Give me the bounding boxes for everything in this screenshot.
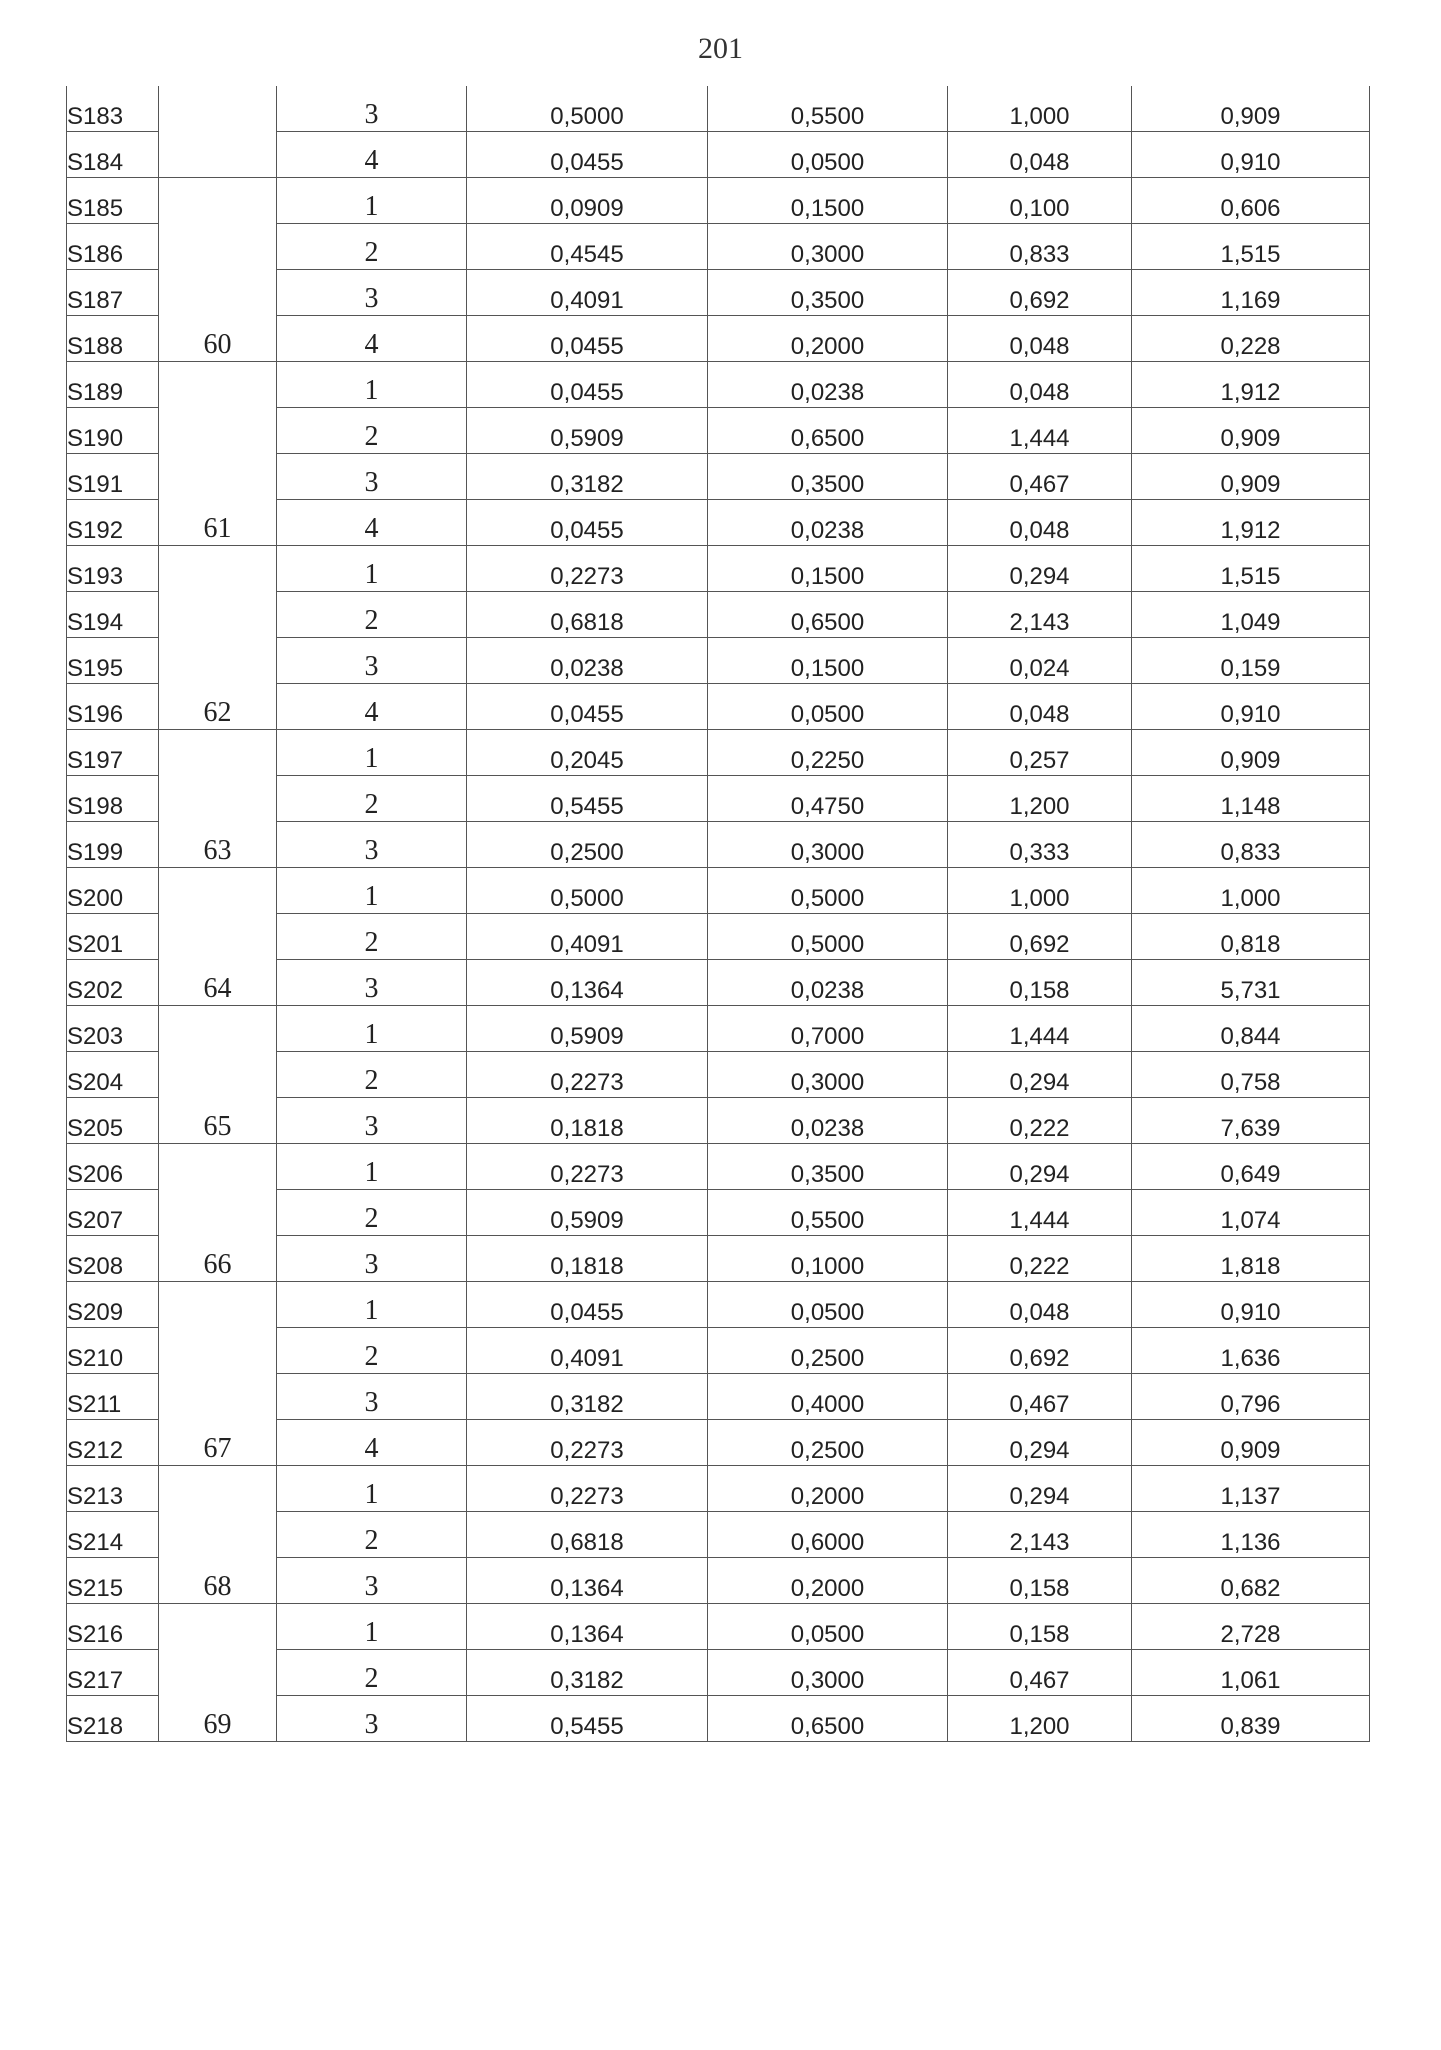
value-cell-3: 0,294 <box>948 1144 1132 1190</box>
sample-id-cell: S189 <box>67 362 159 408</box>
table-body <box>67 86 1370 1742</box>
subgroup-number-cell: 1 <box>277 1006 467 1052</box>
value-cell-1: 0,2500 <box>467 822 708 868</box>
value-cell-3: 0,257 <box>948 730 1132 776</box>
value-cell-1: 0,1818 <box>467 1098 708 1144</box>
value-cell-3: 0,294 <box>948 546 1132 592</box>
table-row <box>67 1144 1370 1190</box>
subgroup-number-cell: 1 <box>277 730 467 776</box>
subgroup-number-cell: 1 <box>277 362 467 408</box>
value-cell-2: 0,6000 <box>708 1512 948 1558</box>
group-number-cell: 67 <box>159 1282 277 1466</box>
sample-id-cell: S217 <box>67 1650 159 1696</box>
value-cell-3: 1,200 <box>948 776 1132 822</box>
table-row <box>67 86 1370 132</box>
value-cell-2: 0,1000 <box>708 1236 948 1282</box>
value-cell-4: 2,728 <box>1132 1604 1370 1650</box>
value-cell-2: 0,2500 <box>708 1420 948 1466</box>
value-cell-2: 0,0500 <box>708 1604 948 1650</box>
value-cell-1: 0,4091 <box>467 270 708 316</box>
table-row <box>67 362 1370 408</box>
value-cell-2: 0,0238 <box>708 960 948 1006</box>
value-cell-4: 1,515 <box>1132 224 1370 270</box>
value-cell-4: 0,649 <box>1132 1144 1370 1190</box>
sample-id-cell: S192 <box>67 500 159 546</box>
value-cell-3: 0,333 <box>948 822 1132 868</box>
value-cell-4: 0,839 <box>1132 1696 1370 1742</box>
value-cell-4: 0,910 <box>1132 684 1370 730</box>
sample-id-cell: S183 <box>67 86 159 132</box>
value-cell-1: 0,2273 <box>467 1466 708 1512</box>
page-number: 201 <box>698 32 743 65</box>
sample-id-cell: S209 <box>67 1282 159 1328</box>
value-cell-4: 1,912 <box>1132 500 1370 546</box>
value-cell-1: 0,5455 <box>467 776 708 822</box>
value-cell-3: 0,467 <box>948 1374 1132 1420</box>
value-cell-3: 2,143 <box>948 592 1132 638</box>
value-cell-1: 0,5000 <box>467 86 708 132</box>
value-cell-3: 0,100 <box>948 178 1132 224</box>
group-number-cell: 61 <box>159 362 277 546</box>
value-cell-4: 1,000 <box>1132 868 1370 914</box>
subgroup-number-cell: 1 <box>277 546 467 592</box>
value-cell-2: 0,0500 <box>708 132 948 178</box>
value-cell-2: 0,3000 <box>708 1052 948 1098</box>
value-cell-2: 0,2500 <box>708 1328 948 1374</box>
group-number-cell: 68 <box>159 1466 277 1604</box>
value-cell-2: 0,0238 <box>708 500 948 546</box>
value-cell-4: 0,909 <box>1132 408 1370 454</box>
value-cell-2: 0,7000 <box>708 1006 948 1052</box>
value-cell-3: 0,158 <box>948 1558 1132 1604</box>
sample-id-cell: S201 <box>67 914 159 960</box>
sample-id-cell: S218 <box>67 1696 159 1742</box>
group-number-cell <box>159 86 277 178</box>
value-cell-3: 0,692 <box>948 270 1132 316</box>
sample-id-cell: S202 <box>67 960 159 1006</box>
value-cell-2: 0,4000 <box>708 1374 948 1420</box>
value-cell-3: 0,294 <box>948 1420 1132 1466</box>
value-cell-1: 0,6818 <box>467 1512 708 1558</box>
group-number-cell: 60 <box>159 178 277 362</box>
value-cell-3: 2,143 <box>948 1512 1132 1558</box>
table-row <box>67 1282 1370 1328</box>
value-cell-1: 0,4545 <box>467 224 708 270</box>
value-cell-2: 0,3500 <box>708 454 948 500</box>
subgroup-number-cell: 1 <box>277 1282 467 1328</box>
value-cell-3: 0,158 <box>948 960 1132 1006</box>
subgroup-number-cell: 2 <box>277 408 467 454</box>
sample-id-cell: S196 <box>67 684 159 730</box>
value-cell-3: 0,692 <box>948 1328 1132 1374</box>
value-cell-2: 0,0238 <box>708 362 948 408</box>
subgroup-number-cell: 3 <box>277 1558 467 1604</box>
sample-id-cell: S193 <box>67 546 159 592</box>
sample-id-cell: S212 <box>67 1420 159 1466</box>
value-cell-4: 1,818 <box>1132 1236 1370 1282</box>
value-cell-2: 0,1500 <box>708 638 948 684</box>
sample-id-cell: S214 <box>67 1512 159 1558</box>
value-cell-1: 0,6818 <box>467 592 708 638</box>
sample-id-cell: S205 <box>67 1098 159 1144</box>
value-cell-1: 0,2273 <box>467 1052 708 1098</box>
subgroup-number-cell: 2 <box>277 776 467 822</box>
value-cell-4: 0,796 <box>1132 1374 1370 1420</box>
value-cell-1: 0,3182 <box>467 454 708 500</box>
value-cell-2: 0,2000 <box>708 1558 948 1604</box>
value-cell-2: 0,6500 <box>708 1696 948 1742</box>
value-cell-4: 0,910 <box>1132 132 1370 178</box>
value-cell-1: 0,5455 <box>467 1696 708 1742</box>
value-cell-2: 0,4750 <box>708 776 948 822</box>
value-cell-1: 0,4091 <box>467 1328 708 1374</box>
value-cell-2: 0,3000 <box>708 1650 948 1696</box>
value-cell-1: 0,0455 <box>467 684 708 730</box>
subgroup-number-cell: 1 <box>277 868 467 914</box>
table-row <box>67 1466 1370 1512</box>
group-number-cell: 66 <box>159 1144 277 1282</box>
value-cell-1: 0,1364 <box>467 1558 708 1604</box>
value-cell-3: 0,294 <box>948 1052 1132 1098</box>
value-cell-2: 0,2000 <box>708 1466 948 1512</box>
value-cell-3: 0,467 <box>948 1650 1132 1696</box>
value-cell-4: 1,074 <box>1132 1190 1370 1236</box>
value-cell-3: 0,833 <box>948 224 1132 270</box>
value-cell-4: 0,818 <box>1132 914 1370 960</box>
sample-id-cell: S213 <box>67 1466 159 1512</box>
data-table <box>66 86 1370 1742</box>
sample-id-cell: S190 <box>67 408 159 454</box>
subgroup-number-cell: 2 <box>277 914 467 960</box>
value-cell-2: 0,6500 <box>708 592 948 638</box>
value-cell-3: 0,222 <box>948 1236 1132 1282</box>
value-cell-4: 1,636 <box>1132 1328 1370 1374</box>
value-cell-4: 0,159 <box>1132 638 1370 684</box>
subgroup-number-cell: 2 <box>277 224 467 270</box>
value-cell-3: 1,000 <box>948 86 1132 132</box>
sample-id-cell: S184 <box>67 132 159 178</box>
value-cell-4: 0,909 <box>1132 454 1370 500</box>
value-cell-4: 1,148 <box>1132 776 1370 822</box>
subgroup-number-cell: 3 <box>277 1098 467 1144</box>
value-cell-1: 0,0455 <box>467 500 708 546</box>
value-cell-3: 1,444 <box>948 1190 1132 1236</box>
sample-id-cell: S198 <box>67 776 159 822</box>
value-cell-4: 1,136 <box>1132 1512 1370 1558</box>
value-cell-1: 0,3182 <box>467 1374 708 1420</box>
subgroup-number-cell: 2 <box>277 1512 467 1558</box>
table-row <box>67 730 1370 776</box>
table-row <box>67 868 1370 914</box>
subgroup-number-cell: 2 <box>277 1650 467 1696</box>
value-cell-1: 0,2273 <box>467 1144 708 1190</box>
value-cell-1: 0,1364 <box>467 960 708 1006</box>
sample-id-cell: S197 <box>67 730 159 776</box>
subgroup-number-cell: 3 <box>277 1236 467 1282</box>
value-cell-1: 0,0909 <box>467 178 708 224</box>
sample-id-cell: S211 <box>67 1374 159 1420</box>
value-cell-4: 5,731 <box>1132 960 1370 1006</box>
value-cell-2: 0,5000 <box>708 914 948 960</box>
subgroup-number-cell: 2 <box>277 1052 467 1098</box>
sample-id-cell: S186 <box>67 224 159 270</box>
value-cell-1: 0,2273 <box>467 1420 708 1466</box>
sample-id-cell: S206 <box>67 1144 159 1190</box>
subgroup-number-cell: 1 <box>277 1144 467 1190</box>
subgroup-number-cell: 3 <box>277 1374 467 1420</box>
value-cell-2: 0,3000 <box>708 224 948 270</box>
value-cell-2: 0,3500 <box>708 1144 948 1190</box>
value-cell-4: 0,606 <box>1132 178 1370 224</box>
value-cell-1: 0,0455 <box>467 316 708 362</box>
value-cell-3: 0,048 <box>948 684 1132 730</box>
value-cell-4: 0,910 <box>1132 1282 1370 1328</box>
value-cell-4: 0,844 <box>1132 1006 1370 1052</box>
subgroup-number-cell: 4 <box>277 684 467 730</box>
value-cell-4: 0,909 <box>1132 1420 1370 1466</box>
value-cell-4: 0,909 <box>1132 86 1370 132</box>
value-cell-2: 0,1500 <box>708 178 948 224</box>
value-cell-2: 0,0500 <box>708 684 948 730</box>
subgroup-number-cell: 3 <box>277 454 467 500</box>
table-row <box>67 178 1370 224</box>
sample-id-cell: S207 <box>67 1190 159 1236</box>
subgroup-number-cell: 1 <box>277 1466 467 1512</box>
value-cell-4: 1,049 <box>1132 592 1370 638</box>
value-cell-4: 7,639 <box>1132 1098 1370 1144</box>
subgroup-number-cell: 1 <box>277 1604 467 1650</box>
value-cell-3: 0,467 <box>948 454 1132 500</box>
table-row <box>67 1006 1370 1052</box>
value-cell-4: 0,909 <box>1132 730 1370 776</box>
value-cell-4: 0,758 <box>1132 1052 1370 1098</box>
value-cell-2: 0,3500 <box>708 270 948 316</box>
value-cell-4: 1,169 <box>1132 270 1370 316</box>
subgroup-number-cell: 2 <box>277 1190 467 1236</box>
value-cell-1: 0,5909 <box>467 1190 708 1236</box>
value-cell-3: 1,000 <box>948 868 1132 914</box>
subgroup-number-cell: 3 <box>277 86 467 132</box>
table-row <box>67 1604 1370 1650</box>
value-cell-2: 0,5500 <box>708 1190 948 1236</box>
sample-id-cell: S216 <box>67 1604 159 1650</box>
value-cell-2: 0,6500 <box>708 408 948 454</box>
subgroup-number-cell: 3 <box>277 1696 467 1742</box>
value-cell-1: 0,2045 <box>467 730 708 776</box>
value-cell-2: 0,0238 <box>708 1098 948 1144</box>
sample-id-cell: S210 <box>67 1328 159 1374</box>
group-number-cell: 64 <box>159 868 277 1006</box>
subgroup-number-cell: 3 <box>277 822 467 868</box>
value-cell-3: 1,444 <box>948 408 1132 454</box>
value-cell-1: 0,0238 <box>467 638 708 684</box>
value-cell-4: 0,682 <box>1132 1558 1370 1604</box>
subgroup-number-cell: 1 <box>277 178 467 224</box>
sample-id-cell: S195 <box>67 638 159 684</box>
value-cell-2: 0,3000 <box>708 822 948 868</box>
table-row <box>67 546 1370 592</box>
value-cell-2: 0,5000 <box>708 868 948 914</box>
subgroup-number-cell: 4 <box>277 1420 467 1466</box>
value-cell-1: 0,3182 <box>467 1650 708 1696</box>
value-cell-3: 0,048 <box>948 316 1132 362</box>
value-cell-4: 1,061 <box>1132 1650 1370 1696</box>
value-cell-1: 0,5909 <box>467 408 708 454</box>
value-cell-1: 0,5909 <box>467 1006 708 1052</box>
value-cell-2: 0,1500 <box>708 546 948 592</box>
value-cell-1: 0,1818 <box>467 1236 708 1282</box>
sample-id-cell: S191 <box>67 454 159 500</box>
sample-id-cell: S203 <box>67 1006 159 1052</box>
value-cell-3: 0,024 <box>948 638 1132 684</box>
value-cell-2: 0,2000 <box>708 316 948 362</box>
value-cell-4: 1,912 <box>1132 362 1370 408</box>
sample-id-cell: S215 <box>67 1558 159 1604</box>
group-number-cell: 69 <box>159 1604 277 1742</box>
subgroup-number-cell: 4 <box>277 316 467 362</box>
value-cell-1: 0,2273 <box>467 546 708 592</box>
value-cell-2: 0,5500 <box>708 86 948 132</box>
subgroup-number-cell: 4 <box>277 132 467 178</box>
value-cell-1: 0,5000 <box>467 868 708 914</box>
group-number-cell: 63 <box>159 730 277 868</box>
value-cell-3: 1,444 <box>948 1006 1132 1052</box>
value-cell-1: 0,1364 <box>467 1604 708 1650</box>
sample-id-cell: S185 <box>67 178 159 224</box>
sample-id-cell: S188 <box>67 316 159 362</box>
sample-id-cell: S194 <box>67 592 159 638</box>
value-cell-3: 0,048 <box>948 132 1132 178</box>
value-cell-4: 0,833 <box>1132 822 1370 868</box>
group-number-cell: 62 <box>159 546 277 730</box>
value-cell-3: 0,692 <box>948 914 1132 960</box>
value-cell-2: 0,2250 <box>708 730 948 776</box>
subgroup-number-cell: 4 <box>277 500 467 546</box>
subgroup-number-cell: 2 <box>277 592 467 638</box>
sample-id-cell: S187 <box>67 270 159 316</box>
value-cell-4: 1,137 <box>1132 1466 1370 1512</box>
value-cell-1: 0,0455 <box>467 132 708 178</box>
value-cell-3: 0,048 <box>948 1282 1132 1328</box>
value-cell-2: 0,0500 <box>708 1282 948 1328</box>
value-cell-1: 0,0455 <box>467 362 708 408</box>
value-cell-3: 0,222 <box>948 1098 1132 1144</box>
sample-id-cell: S200 <box>67 868 159 914</box>
value-cell-3: 0,048 <box>948 362 1132 408</box>
subgroup-number-cell: 2 <box>277 1328 467 1374</box>
sample-id-cell: S208 <box>67 1236 159 1282</box>
subgroup-number-cell: 3 <box>277 638 467 684</box>
value-cell-3: 1,200 <box>948 1696 1132 1742</box>
subgroup-number-cell: 3 <box>277 960 467 1006</box>
value-cell-3: 0,158 <box>948 1604 1132 1650</box>
value-cell-4: 0,228 <box>1132 316 1370 362</box>
value-cell-4: 1,515 <box>1132 546 1370 592</box>
sample-id-cell: S199 <box>67 822 159 868</box>
value-cell-1: 0,0455 <box>467 1282 708 1328</box>
subgroup-number-cell: 3 <box>277 270 467 316</box>
value-cell-3: 0,294 <box>948 1466 1132 1512</box>
group-number-cell: 65 <box>159 1006 277 1144</box>
value-cell-1: 0,4091 <box>467 914 708 960</box>
sample-id-cell: S204 <box>67 1052 159 1098</box>
value-cell-3: 0,048 <box>948 500 1132 546</box>
